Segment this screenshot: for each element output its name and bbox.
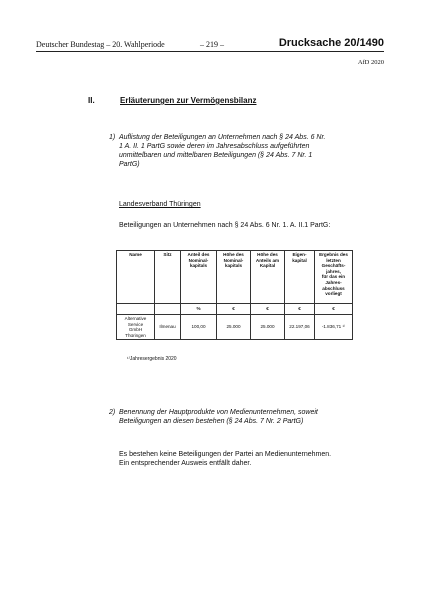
participations-table xyxy=(116,250,353,340)
cell-nominal: 25.000 xyxy=(217,315,251,340)
section-number: II. xyxy=(88,96,95,105)
cell-anteil: 100,00 xyxy=(181,315,217,340)
header-left: Deutscher Bundestag – 20. Wahlperiode xyxy=(36,40,165,49)
unit-cell: € xyxy=(285,304,315,315)
col-header-sitz: Sitz xyxy=(155,251,181,304)
table-unit-row xyxy=(117,304,353,315)
table-footnote: ¹⁾Jahresergebnis 2020 xyxy=(127,356,177,362)
item1-text xyxy=(119,133,351,169)
header-rule xyxy=(36,51,384,52)
col-header-ergebnis: Ergebnis des letzten Geschäfts- jahres, für das ein Jahres- abschluss vorliegt xyxy=(315,251,353,304)
col-header-nominal: Höhe des Nominal- kapitals xyxy=(217,251,251,304)
section-title: Erläuterungen zur Vermögensbilanz xyxy=(120,96,257,105)
item1-line: Auflistung der Beteiligungen an Unternehmen nach § 24 Abs. 6 Nr. xyxy=(119,134,326,141)
unit-cell: € xyxy=(217,304,251,315)
col-header-eigenkapital: Eigen- kapital xyxy=(285,251,315,304)
unit-cell: % xyxy=(181,304,217,315)
conclusion-line: Es bestehen keine Beteiligungen der Partei an Medienunternehmen. xyxy=(119,451,332,458)
table-row xyxy=(117,315,353,340)
item2-line: Benennung der Hauptprodukte von Medienunternehmen, soweit xyxy=(119,409,318,416)
cell-name: Alternative Service GmbH Thüringen xyxy=(117,315,155,340)
item2-line: Beteiligungen an diesen bestehen (§ 24 Abs. 7 Nr. 2 PartG) xyxy=(119,418,304,425)
intro-text: Beteiligungen an Unternehmen nach § 24 Abs. 6 Nr. 1. A. II.1 PartG: xyxy=(119,222,331,229)
item2-number: 2) xyxy=(109,409,116,416)
item1-line: unmittelbaren und mittelbaren Beteiligungen (§ 24 Abs. 7 Nr. 1 xyxy=(119,152,313,159)
cell-eigenkapital: 22.197,06 xyxy=(285,315,315,340)
conclusion-text xyxy=(119,450,369,468)
unit-cell: € xyxy=(315,304,353,315)
item1-line: PartG) xyxy=(119,161,140,168)
party-year: AfD 2020 xyxy=(357,59,384,66)
cell-ergebnis: -1.836,71 ¹⁾ xyxy=(315,315,353,340)
item2-text xyxy=(119,408,351,426)
landesverband-heading: Landesverband Thüringen xyxy=(119,201,201,208)
item1-number: 1) xyxy=(109,134,116,141)
cell-sitz: Ilmenau xyxy=(155,315,181,340)
table-header-row xyxy=(117,251,353,304)
cell-hoehe: 25.000 xyxy=(251,315,285,340)
unit-cell xyxy=(155,304,181,315)
conclusion-line: Ein entsprechender Ausweis entfällt daher. xyxy=(119,460,252,467)
col-header-anteil: Anteil des Nominal- kapitals xyxy=(181,251,217,304)
unit-cell xyxy=(117,304,155,315)
unit-cell: € xyxy=(251,304,285,315)
col-header-name: Name xyxy=(117,251,155,304)
item1-line: 1 A. II. 1 PartG sowie deren im Jahresabschluss aufgeführten xyxy=(119,143,310,150)
page-number: – 219 – xyxy=(200,40,224,49)
drucksache-number: Drucksache 20/1490 xyxy=(278,37,384,49)
col-header-hoehe: Höhe des Anteils am Kapital xyxy=(251,251,285,304)
